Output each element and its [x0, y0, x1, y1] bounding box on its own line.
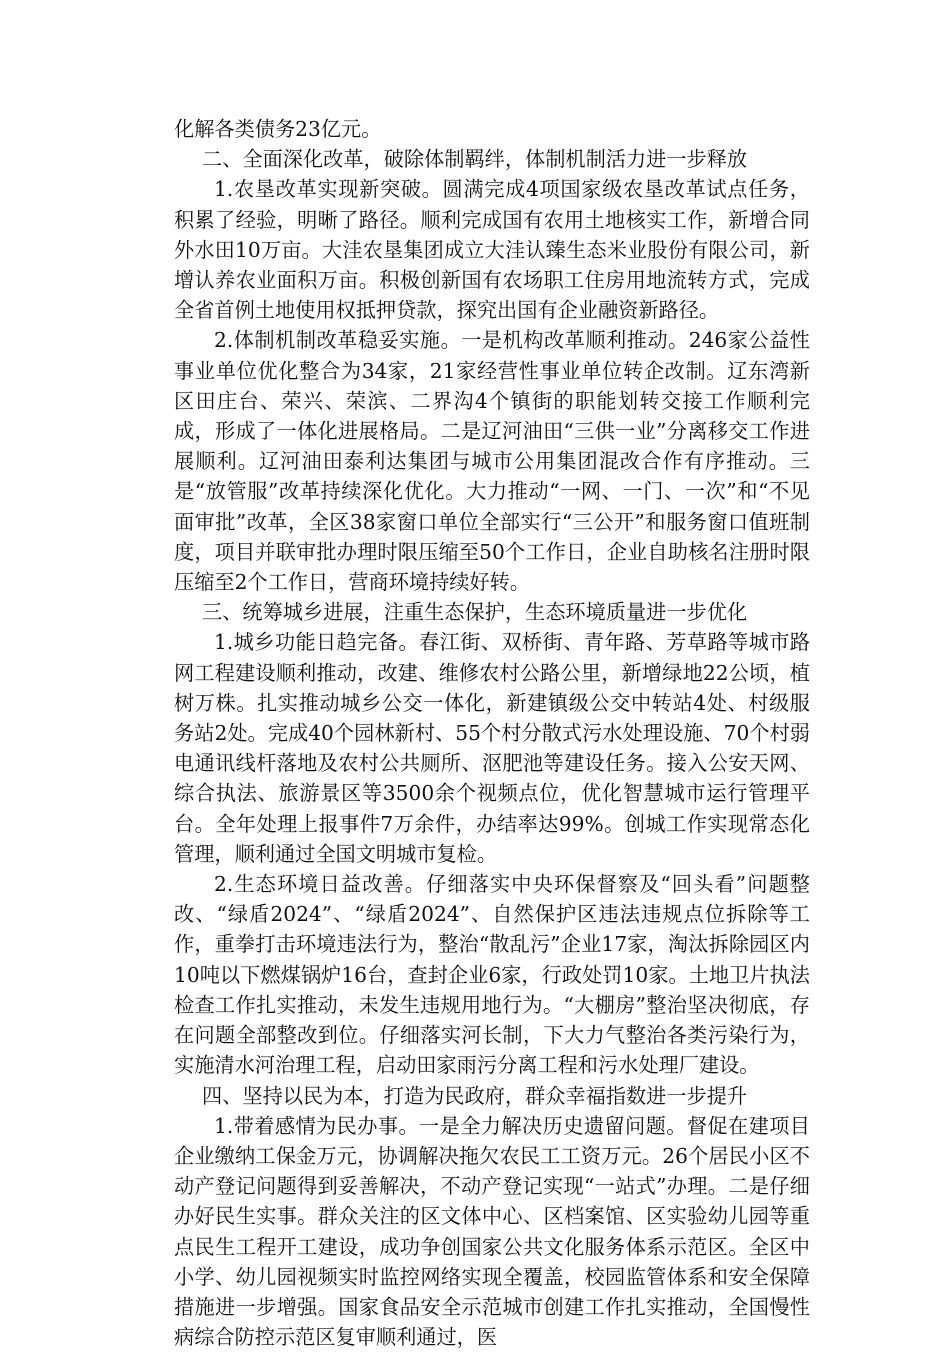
paragraph-continuation: 化解各类债务23亿元。 — [174, 117, 382, 141]
paragraph-livelihood: 1.带着感情为民办事。一是全力解决历史遗留问题。督促在建项目企业缴纳工保金万元，协调解决拖欠农民工工资万元。26个居民小区不动产登记问题得到妥善解决，不动产登记实现“一站式”办理。二是仔细办好民生实事。群众关注的区文体中心、区档案馆、区实验幼儿园等重点民生工程开工建设，成功争创国家公共文化服务体系示范区。全区中小学、幼儿园视频实时监控网络实现全覆盖，校园监管体系和安全保障措施进一步增强。国家食品安全示范城市创建工作扎实推动，全国慢性病综合防控示范区复审顺利通过，医 — [174, 1113, 810, 1350]
paragraph-agri-reform: 1.农垦改革实现新突破。圆满完成4项国家级农垦改革试点任务，积累了经验，明晰了路径。顺利完成国有农用土地核实工作，新增合同外水田10万亩。大洼农垦集团成立大洼认臻生态米业股份有限公司，新增认养农业面积万亩。积极创新国有农场职工住房用地流转方式，完成全省首例土地使用权抵押贷款，探究出国有企业融资新路径。 — [174, 177, 810, 323]
paragraph-urban-rural: 1.城乡功能日趋完备。春江街、双桥街、青年路、芳草路等城市路网工程建设顺利推动，改建、维修农村公路公里，新增绿地22公顷，植树万株。扎实推动城乡公交一体化，新建镇级公交中转站4处、村级服务站2处。完成40个园林新村、55个村分散式污水处理设施、70个村弱电通讯线杆落地及农村公共厕所、沤肥池等建设任务。接入公安天网、综合执法、旅游景区等3500余个视频点位，优化智慧城市运行管理平台。全年处理上报事件7万余件，办结率达99%。创城工作实现常态化管理，顺利通过全国文明城市复检。 — [174, 630, 810, 866]
document-body — [174, 114, 810, 1352]
section-heading-4: 四、坚持以民为本，打造为民政府，群众幸福指数进一步提升 — [202, 1083, 748, 1108]
section-heading-2: 二、全面深化改革，破除体制羁绊，体制机制活力进一步释放 — [202, 147, 748, 172]
section-heading-3: 三、统筹城乡进展，注重生态保护，生态环境质量进一步优化 — [202, 600, 748, 625]
paragraph-ecology: 2.生态环境日益改善。仔细落实中央环保督察及“回头看”问题整改、“绿盾2024”、“绿盾2024”、自然保护区违法违规点位拆除等工作，重拳打击环境违法行为，整治“散乱污”企业17家，淘汰拆除园区内10吨以下燃煤锅炉16台，查封企业6家，行政处罚10家。土地卫片执法检查工作扎实推动，未发生违规用地行为。“大棚房”整治坚决彻底，存在问题全部整改到位。仔细落实河长制，下大力气整治各类污染行为，实施清水河治理工程，启动田家雨污分离工程和污水处理厂建设。 — [174, 872, 810, 1078]
paragraph-institutional-reform: 2.体制机制改革稳妥实施。一是机构改革顺利推动。246家公益性事业单位优化整合为34家，21家经营性事业单位转企改制。辽东湾新区田庄台、荣兴、荣滨、二界沟4个镇街的职能划转交接工作顺利完成，形成了一体化进展格局。二是辽河油田“三供一业”分离移交工作进展顺利。辽河油田泰利达集团与城市公用集团混改合作有序推动。三是“放管服”改革持续深化优化。大力推动“一网、一门、一次”和“不见面审批”改革，全区38家窗口单位全部实行“三公开”和服务窗口值班制度，项目并联审批办理时限压缩至50个工作日，企业自助核名注册时限压缩至2个工作日，营商环境持续好转。 — [174, 328, 810, 595]
